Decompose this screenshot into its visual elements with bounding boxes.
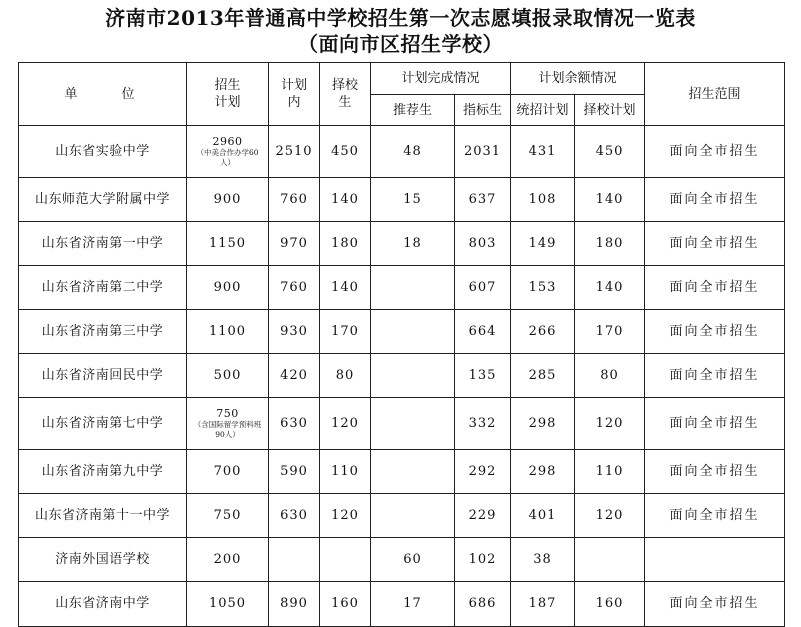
cell-unit: 山东省济南第九中学: [19, 450, 187, 494]
cell-plan-in: 890: [269, 582, 320, 627]
header-quota-indicator: 指标生: [455, 95, 511, 126]
cell-scope: [645, 538, 785, 582]
cell-school-choice: 110: [320, 450, 371, 494]
header-remaining-group: 计划余额情况: [511, 63, 645, 95]
cell-quota-indicator: 102: [455, 538, 511, 582]
cell-enroll-plan: 200: [187, 538, 269, 582]
cell-scope: 面向全市招生: [645, 494, 785, 538]
cell-choice-plan: 170: [575, 310, 645, 354]
table-row: [19, 538, 785, 582]
cell-unit: 山东省济南第三中学: [19, 310, 187, 354]
cell-unified-plan: 298: [511, 398, 575, 450]
cell-quota-indicator: 292: [455, 450, 511, 494]
enroll-plan-note: （含国际留学预科班90人）: [193, 420, 262, 439]
cell-unit: 山东师范大学附属中学: [19, 178, 187, 222]
header-unit: 单 位: [19, 63, 187, 126]
cell-unified-plan: 298: [511, 450, 575, 494]
enroll-plan-value: 2960: [212, 135, 243, 148]
cell-unified-plan: 187: [511, 582, 575, 627]
header-plan-in: 计划 内: [269, 63, 320, 126]
cell-unified-plan: 266: [511, 310, 575, 354]
cell-scope: 面向全市招生: [645, 354, 785, 398]
table-row: [19, 222, 785, 266]
cell-quota-indicator: 2031: [455, 126, 511, 178]
cell-unit: 山东省济南回民中学: [19, 354, 187, 398]
cell-quota-indicator: 664: [455, 310, 511, 354]
header-choice-plan: 择校计划: [575, 95, 645, 126]
cell-recommended: [371, 398, 455, 450]
table-row: [19, 582, 785, 627]
cell-unit: 山东省济南第十一中学: [19, 494, 187, 538]
cell-plan-in: 760: [269, 178, 320, 222]
cell-plan-in: 760: [269, 266, 320, 310]
cell-choice-plan: 140: [575, 266, 645, 310]
table-row: [19, 266, 785, 310]
cell-enroll-plan: 900: [187, 178, 269, 222]
cell-quota-indicator: 803: [455, 222, 511, 266]
cell-unit: 山东省济南第一中学: [19, 222, 187, 266]
cell-plan-in: 2510: [269, 126, 320, 178]
cell-choice-plan: 120: [575, 398, 645, 450]
document-title: 济南市2013年普通高中学校招生第一次志愿填报录取情况一览表: [105, 6, 696, 30]
header-unified-plan: 统招计划: [511, 95, 575, 126]
cell-unit: 山东省济南第七中学: [19, 398, 187, 450]
cell-unified-plan: 149: [511, 222, 575, 266]
cell-plan-in: 630: [269, 398, 320, 450]
table-row: [19, 494, 785, 538]
cell-recommended: [371, 450, 455, 494]
cell-choice-plan: 160: [575, 582, 645, 627]
cell-plan-in: 420: [269, 354, 320, 398]
cell-choice-plan: 110: [575, 450, 645, 494]
enroll-plan-note: （中美合作办学60人）: [196, 148, 259, 167]
cell-unit: 山东省济南中学: [19, 582, 187, 627]
cell-unit: 山东省济南第二中学: [19, 266, 187, 310]
table-row: [19, 178, 785, 222]
cell-unit: 济南外国语学校: [19, 538, 187, 582]
cell-enroll-plan: 1150: [187, 222, 269, 266]
cell-recommended: [371, 266, 455, 310]
cell-recommended: [371, 354, 455, 398]
cell-quota-indicator: 135: [455, 354, 511, 398]
header-scope: 招生范围: [645, 63, 785, 126]
cell-enroll-plan: [187, 126, 269, 178]
cell-choice-plan: 140: [575, 178, 645, 222]
cell-recommended: [371, 494, 455, 538]
cell-enroll-plan: 750: [187, 494, 269, 538]
cell-school-choice: 120: [320, 398, 371, 450]
cell-school-choice: 140: [320, 266, 371, 310]
cell-plan-in: 970: [269, 222, 320, 266]
header-recommended: 推荐生: [371, 95, 455, 126]
cell-school-choice: 140: [320, 178, 371, 222]
cell-choice-plan: 120: [575, 494, 645, 538]
cell-scope: 面向全市招生: [645, 222, 785, 266]
cell-unified-plan: 285: [511, 354, 575, 398]
cell-recommended: 17: [371, 582, 455, 627]
cell-enroll-plan: 1100: [187, 310, 269, 354]
table-row: [19, 450, 785, 494]
cell-quota-indicator: 332: [455, 398, 511, 450]
cell-enroll-plan: 700: [187, 450, 269, 494]
cell-recommended: [371, 310, 455, 354]
cell-recommended: 18: [371, 222, 455, 266]
cell-choice-plan: 180: [575, 222, 645, 266]
cell-scope: 面向全市招生: [645, 178, 785, 222]
header-enroll-plan: 招生 计划: [187, 63, 269, 126]
cell-school-choice: 450: [320, 126, 371, 178]
table-row: [19, 398, 785, 450]
cell-plan-in: 930: [269, 310, 320, 354]
cell-unified-plan: 153: [511, 266, 575, 310]
cell-unit: 山东省实验中学: [19, 126, 187, 178]
cell-enroll-plan: 1050: [187, 582, 269, 627]
table-row: [19, 310, 785, 354]
cell-unified-plan: 38: [511, 538, 575, 582]
cell-school-choice: 120: [320, 494, 371, 538]
table-row: [19, 354, 785, 398]
cell-choice-plan: 80: [575, 354, 645, 398]
cell-choice-plan: [575, 538, 645, 582]
document-subtitle: （面向市区招生学校）: [298, 32, 503, 56]
table-row: [19, 126, 785, 178]
cell-quota-indicator: 607: [455, 266, 511, 310]
enroll-plan-value: 750: [216, 407, 239, 420]
table-body: [19, 126, 785, 627]
cell-plan-in: [269, 538, 320, 582]
cell-plan-in: 590: [269, 450, 320, 494]
cell-recommended: 48: [371, 126, 455, 178]
cell-quota-indicator: 637: [455, 178, 511, 222]
cell-school-choice: 180: [320, 222, 371, 266]
cell-unified-plan: 431: [511, 126, 575, 178]
cell-plan-in: 630: [269, 494, 320, 538]
cell-school-choice: 170: [320, 310, 371, 354]
cell-school-choice: 80: [320, 354, 371, 398]
header-completion-group: 计划完成情况: [371, 63, 511, 95]
cell-scope: 面向全市招生: [645, 450, 785, 494]
cell-scope: 面向全市招生: [645, 266, 785, 310]
cell-enroll-plan: 900: [187, 266, 269, 310]
cell-unified-plan: 108: [511, 178, 575, 222]
cell-school-choice: [320, 538, 371, 582]
cell-scope: 面向全市招生: [645, 398, 785, 450]
cell-quota-indicator: 229: [455, 494, 511, 538]
cell-recommended: 60: [371, 538, 455, 582]
cell-school-choice: 160: [320, 582, 371, 627]
cell-enroll-plan: [187, 398, 269, 450]
cell-unified-plan: 401: [511, 494, 575, 538]
admissions-table: [18, 62, 785, 627]
cell-scope: 面向全市招生: [645, 126, 785, 178]
cell-recommended: 15: [371, 178, 455, 222]
cell-scope: 面向全市招生: [645, 310, 785, 354]
cell-enroll-plan: 500: [187, 354, 269, 398]
header-school-choice: 择校 生: [320, 63, 371, 126]
cell-scope: 面向全市招生: [645, 582, 785, 627]
cell-quota-indicator: 686: [455, 582, 511, 627]
cell-choice-plan: 450: [575, 126, 645, 178]
